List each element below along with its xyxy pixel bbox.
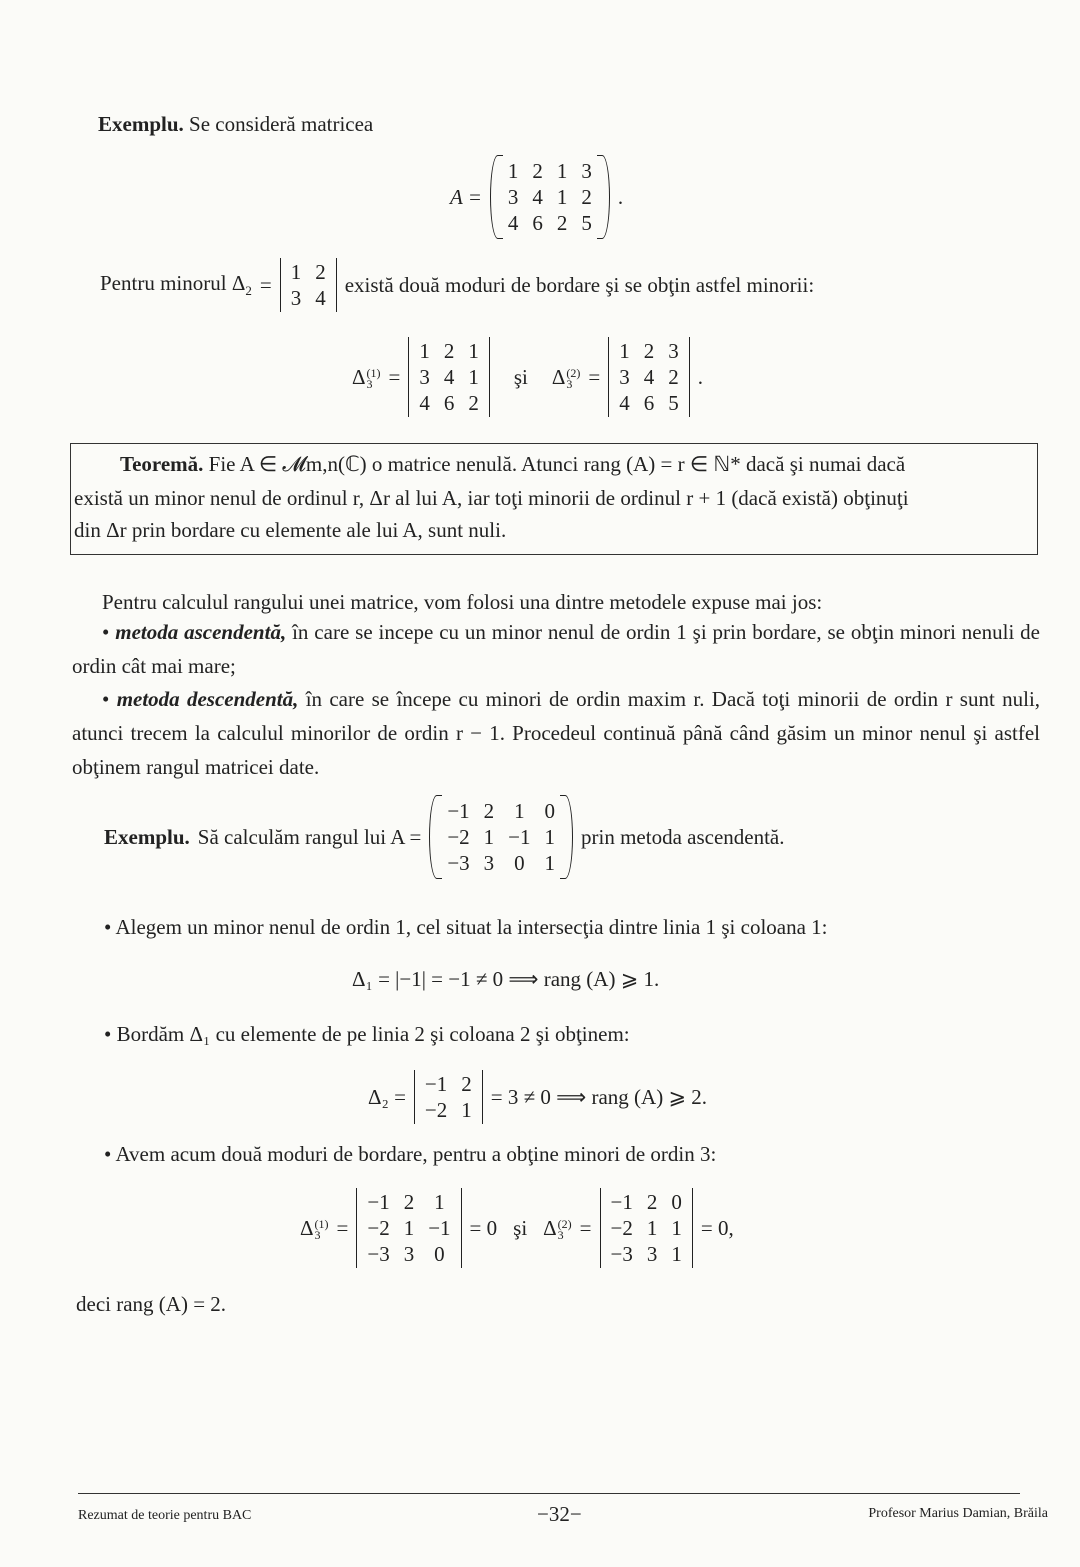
matrix-cell: 1: [671, 1242, 682, 1267]
rhs: = 0: [469, 1215, 498, 1240]
matrix-cell: 5: [668, 391, 679, 416]
suffix-text: prin metoda ascendentă.: [581, 824, 785, 849]
delta3-1-det: [408, 337, 490, 417]
theorem-text-3: din Δr prin bordare cu elemente ale lui A, sunt nuli.: [74, 518, 507, 542]
page-number: −32−: [537, 1502, 582, 1526]
matrix-cell: 2: [461, 1072, 472, 1096]
minor-line: [100, 258, 814, 312]
matrix-name: A =: [450, 184, 482, 209]
matrix-cell: 1: [544, 851, 555, 876]
equals: =: [579, 1215, 592, 1240]
minor-prefix: Pentru minorul $\Delta_2$: [100, 271, 252, 299]
intro-text: Se consideră matricea: [189, 112, 374, 136]
matrix-cell: 0: [434, 1242, 445, 1267]
matrix-cell: 2: [643, 339, 655, 363]
matrix-cell: 1: [468, 365, 479, 390]
delta3-line: [352, 337, 703, 417]
matrix-cell: 6: [532, 211, 543, 236]
method-ascending: [72, 615, 1040, 683]
and-text: şi: [513, 364, 528, 389]
matrix-cell: 6: [643, 391, 655, 416]
matrix-cell: −3: [610, 1242, 633, 1267]
delta3-2-label: Δ (2) 3: [551, 364, 581, 391]
intro-text: Să calculăm rangul lui A =: [197, 824, 422, 849]
matrix-cell: 1: [507, 159, 519, 183]
matrix-cell: 4: [419, 391, 430, 416]
bullet: •: [102, 687, 110, 711]
method-descending: [72, 682, 1040, 784]
step-3: [104, 1142, 716, 1167]
matrix-cell: −2: [447, 825, 470, 850]
d32-det: [600, 1188, 693, 1268]
minor-delta2: [280, 258, 337, 312]
example2-intro: [104, 795, 785, 879]
step-text: Bordăm Δ₁ cu elemente de pe linia 2 şi coloana 2 şi obţinem:: [116, 1022, 630, 1046]
matrix-cell: 2: [581, 185, 592, 210]
matrix-cell: 4: [507, 211, 519, 236]
conclusion: deci rang (A) = 2.: [76, 1292, 227, 1316]
matrix-cell: 2: [556, 211, 568, 236]
bullet: •: [102, 620, 110, 644]
theorem-text-1: Fie A ∈ 𝓜m,n(ℂ) o matrice nenulă. Atunci rang (A) = r ∈ ℕ* dacă şi numai dacă: [208, 452, 906, 476]
matrix-cell: 2: [468, 391, 479, 416]
matrix-cell: 1: [556, 159, 568, 183]
delta2-det: [414, 1070, 483, 1124]
theorem-label: Teoremă.: [120, 452, 204, 476]
equals: =: [259, 272, 272, 297]
equals: =: [588, 364, 601, 389]
matrix-cell: 5: [581, 211, 592, 236]
footer-rule: [78, 1493, 1020, 1494]
matrix-cell: 2: [668, 365, 679, 390]
matrix-cell: 4: [619, 391, 630, 416]
matrix-cell: −3: [367, 1242, 390, 1267]
matrix-cell: 1: [290, 260, 302, 284]
matrix-cell: 2: [646, 1190, 658, 1214]
matrix-cell: 2: [403, 1190, 415, 1214]
period: .: [617, 184, 624, 209]
matrix-cell: 1: [468, 339, 479, 363]
matrix-cell: 2: [315, 260, 326, 284]
lhs: Δ₂ =: [368, 1084, 406, 1109]
step-2-equation: [368, 1070, 707, 1124]
matrix-cell: 4: [643, 365, 655, 390]
matrix-cell: 3: [419, 365, 430, 390]
theorem-line-1: [120, 452, 905, 477]
matrix-cell: 3: [646, 1242, 658, 1267]
rhs: = 3 ≠ 0 ⟹ rang (A) ⩾ 2.: [490, 1084, 708, 1109]
matrix-cell: −1: [367, 1190, 390, 1214]
equals: =: [336, 1215, 349, 1240]
method-text: în care se incepe cu un minor nenul de ordin 1 şi prin bordare, se obţin minori nenuli de ordin cât mai mare;: [72, 620, 1040, 678]
method-name: metoda ascendentă,: [115, 620, 287, 644]
matrix-cell: 1: [619, 339, 630, 363]
example1-intro: [98, 112, 373, 137]
matrix-cell: −2: [367, 1216, 390, 1241]
matrix-cell: 1: [434, 1190, 445, 1214]
matrix-cell: −1: [508, 825, 531, 850]
matrix-cell: 3: [483, 851, 495, 876]
matrix-a: [429, 795, 573, 879]
matrix-cell: 4: [443, 365, 455, 390]
step-2: [104, 1022, 630, 1047]
and-text: şi: [513, 1215, 528, 1240]
d32-label: Δ (2) 3: [543, 1215, 572, 1242]
matrix-cell: 3: [403, 1242, 415, 1267]
example-label: Exemplu.: [98, 112, 184, 136]
matrix-cell: 1: [556, 185, 568, 210]
matrix-cell: 3: [290, 286, 302, 311]
method-name: metoda descendentă,: [116, 687, 299, 711]
footer-right: Profesor Marius Damian, Brăila: [868, 1506, 1048, 1521]
matrix-cell: 4: [532, 185, 543, 210]
matrix-cell: 1: [403, 1216, 415, 1241]
matrix-cell: −3: [447, 851, 470, 876]
minor-suffix: există două moduri de bordare şi se obţin astfel minorii:: [344, 272, 815, 297]
delta3-1-label: Δ (1) 3: [352, 364, 381, 391]
matrix-cell: 2: [443, 339, 455, 363]
matrix-cell: 3: [507, 185, 519, 210]
bullet: •: [104, 1142, 112, 1166]
theorem-text-2: există un minor nenul de ordinul r, Δr al lui A, iar toţi minorii de ordinul r + 1 (dacă există) obţinuţi: [74, 486, 909, 510]
matrix-a-display: [450, 155, 623, 239]
matrix-cell: 1: [646, 1216, 658, 1241]
matrix-cell: 1: [544, 825, 555, 850]
matrix-cell: 3: [619, 365, 630, 390]
step-3-equations: [300, 1188, 734, 1268]
d31-det: [356, 1188, 461, 1268]
matrix-cell: 6: [443, 391, 455, 416]
methods-intro: Pentru calculul rangului unei matrice, vom folosi una dintre metodele expuse mai jos:: [102, 590, 823, 614]
matrix-cell: −1: [428, 1216, 451, 1241]
example-label: Exemplu.: [104, 824, 190, 849]
period: .: [697, 364, 703, 389]
step-1: [104, 915, 828, 940]
matrix-cell: 3: [581, 159, 592, 183]
footer-left: Rezumat de teorie pentru BAC: [78, 1508, 252, 1523]
step-text: Alegem un minor nenul de ordin 1, cel situat la intersecţia dintre linia 1 şi coloana 1:: [115, 915, 828, 939]
matrix-cell: 1: [514, 799, 525, 823]
matrix-cell: −1: [610, 1190, 633, 1214]
matrix-cell: 0: [544, 799, 555, 823]
bullet: •: [104, 915, 112, 939]
matrix-cell: 1: [483, 825, 495, 850]
matrix-cell: 0: [671, 1190, 682, 1214]
matrix-a: [490, 155, 610, 239]
matrix-cell: 4: [315, 286, 326, 311]
matrix-cell: −2: [424, 1098, 448, 1123]
bullet: •: [104, 1022, 112, 1046]
matrix-cell: −2: [610, 1216, 633, 1241]
delta3-2-det: [608, 337, 690, 417]
matrix-cell: −1: [447, 799, 470, 823]
rhs: = 0,: [700, 1215, 734, 1240]
equals: =: [388, 364, 401, 389]
matrix-cell: 1: [461, 1098, 472, 1123]
matrix-cell: 1: [419, 339, 430, 363]
matrix-cell: 2: [483, 799, 495, 823]
matrix-cell: 0: [514, 851, 525, 876]
matrix-cell: −1: [424, 1072, 448, 1096]
matrix-cell: 1: [671, 1216, 682, 1241]
method-text: în care se începe cu minori de ordin maxim r. Dacă toţi minorii de ordin r sunt nuli, atunci trecem la calculul minorilor de ordin r − 1. Procedeul continuă până când găsim un minor nenul şi astfel obţinem rangul matricei date.: [72, 687, 1041, 779]
d31-label: Δ (1) 3: [300, 1215, 329, 1242]
step-text: Avem acum două moduri de bordare, pentru a obţine minori de ordin 3:: [115, 1142, 717, 1166]
matrix-cell: 2: [532, 159, 543, 183]
step-1-equation: Δ₁ = |−1| = −1 ≠ 0 ⟹ rang (A) ⩾ 1.: [352, 967, 660, 991]
matrix-cell: 3: [668, 339, 679, 363]
